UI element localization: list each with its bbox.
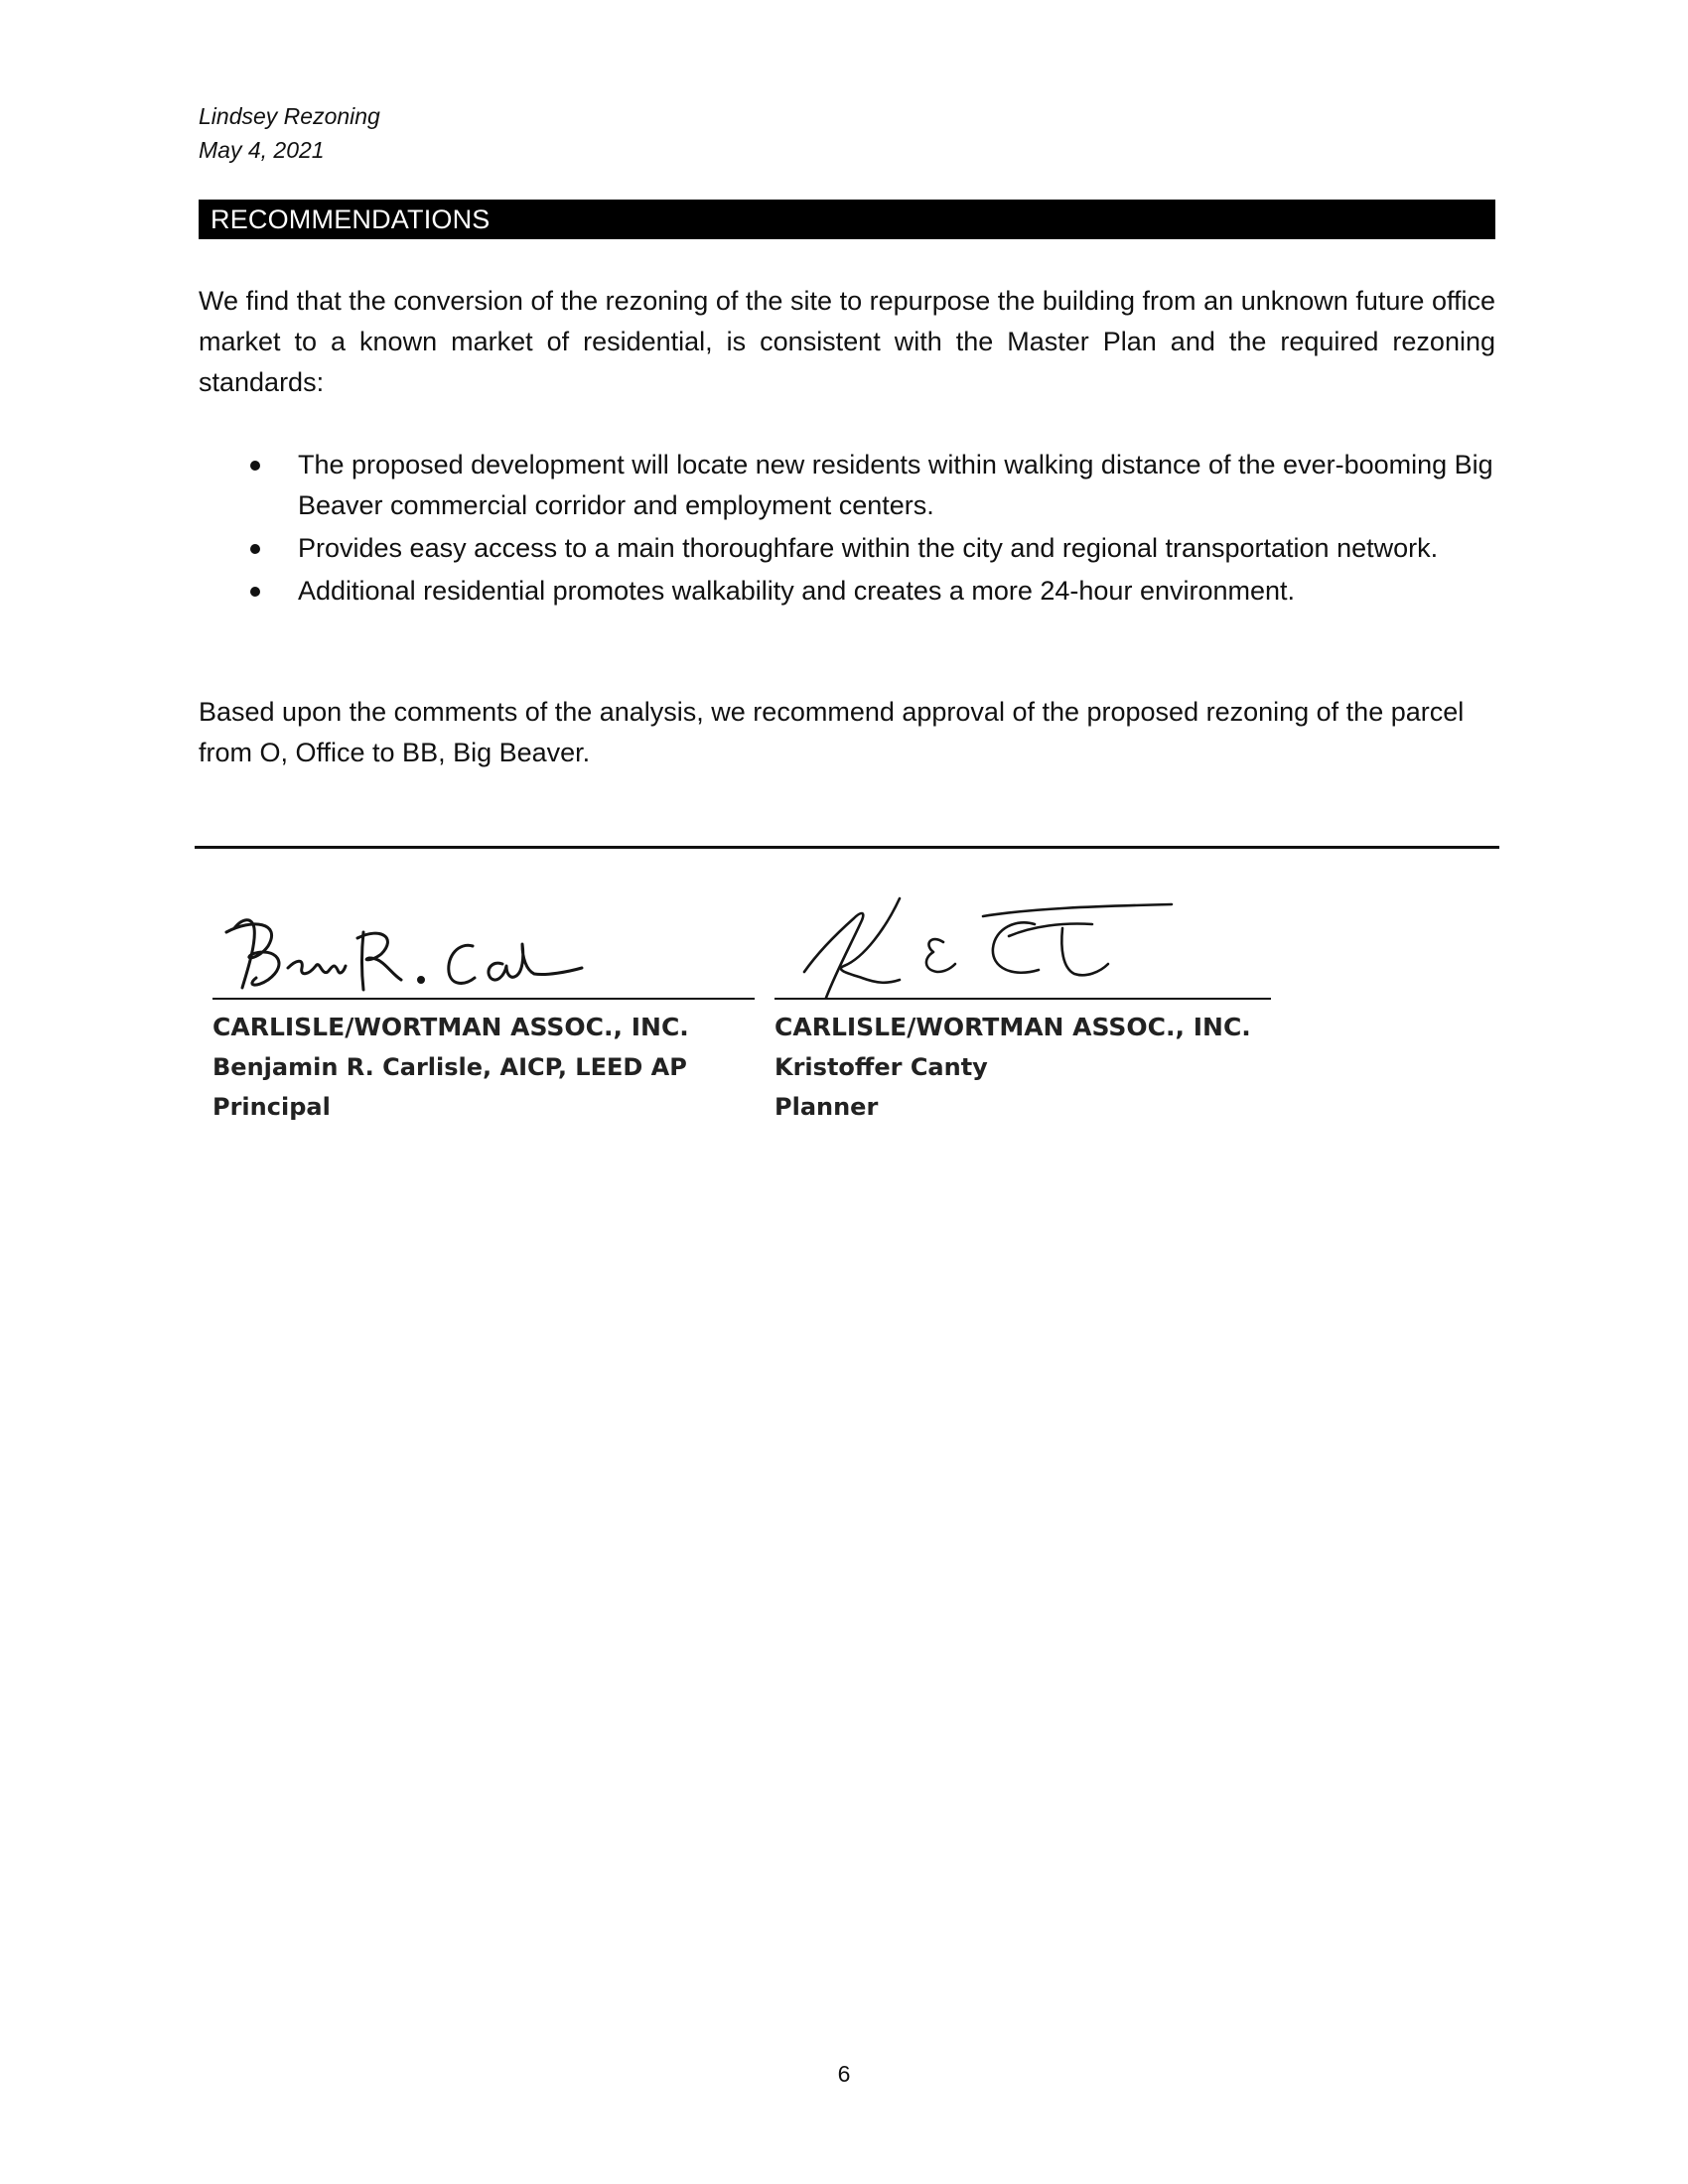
document-title: Lindsey Rezoning — [199, 103, 380, 129]
signature-block-principal — [212, 888, 755, 1127]
conclusion-paragraph: Based upon the comments of the analysis, we recommend approval of the proposed rezoning of the parcel from O, Office to BB, Big Beaver. — [199, 697, 1465, 767]
bullet-icon — [250, 544, 260, 554]
section-heading: RECOMMENDATIONS — [199, 200, 1495, 239]
bullet-icon — [250, 461, 260, 471]
signer-firm: CARLISLE/WORTMAN ASSOC., INC. — [774, 1013, 1251, 1041]
signature-image — [212, 888, 755, 998]
signature-image — [774, 888, 1271, 998]
signer-name: Kristoffer Canty — [774, 1053, 988, 1081]
divider-rule — [195, 846, 1499, 849]
signer-role: Planner — [774, 1093, 879, 1121]
signer-name: Benjamin R. Carlisle, AICP, LEED AP — [212, 1053, 687, 1081]
signer-role: Principal — [212, 1093, 331, 1121]
signature-line — [774, 998, 1271, 1000]
intro-paragraph: We find that the conversion of the rezoning of the site to repurpose the building from an unknown future office market to a known market of residential, is consistent with the Master Plan and the required rezoning standards: — [199, 286, 1495, 397]
list-item-text: Provides easy access to a main thoroughfare within the city and regional transportation network. — [298, 533, 1439, 563]
bullet-icon — [250, 587, 260, 597]
list-item — [199, 445, 1495, 526]
document-date: May 4, 2021 — [199, 137, 325, 163]
signer-firm: CARLISLE/WORTMAN ASSOC., INC. — [212, 1013, 689, 1041]
signature-line — [212, 998, 755, 1000]
list-item — [199, 528, 1495, 569]
document-header — [199, 99, 380, 167]
signature-block-planner — [774, 888, 1271, 1127]
list-item-text: Additional residential promotes walkability and creates a more 24-hour environment. — [298, 576, 1296, 606]
list-item — [199, 571, 1495, 612]
list-item-text: The proposed development will locate new residents within walking distance of the ever-booming Big Beaver commercial corridor and employment centers. — [298, 450, 1493, 520]
page-number: 6 — [837, 2061, 851, 2087]
recommendation-list — [199, 445, 1495, 614]
